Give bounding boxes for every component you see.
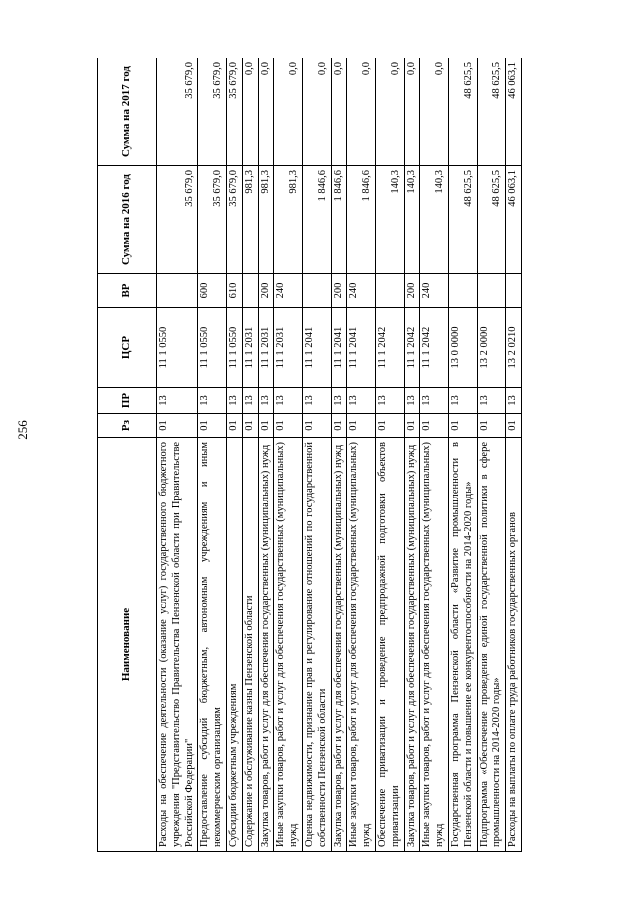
row-name: Закупка товаров, работ и услуг для обеспечения государственных (муниципальных) нужд <box>404 438 420 852</box>
row-name: Предоставление субсидий бюджетным, автономным учреждениям и иным некоммерческим организациям <box>198 438 227 852</box>
page-number-text: 256 <box>15 420 30 440</box>
row-sum-2017: 0,0 <box>420 58 449 166</box>
row-vr: 240 <box>274 274 303 308</box>
table-row <box>347 58 376 852</box>
table-row <box>198 58 227 852</box>
row-sum-2017: 35 679,0 <box>226 58 242 166</box>
row-csr: 11 1 0550 <box>226 308 242 388</box>
row-vr <box>302 274 331 308</box>
row-pr: 13 <box>198 388 227 414</box>
row-name: Закупка товаров, работ и услуг для обеспечения государственных (муниципальных) нужд <box>331 438 347 852</box>
row-vr: 600 <box>198 274 227 308</box>
table-row <box>226 58 242 852</box>
row-vr <box>477 274 506 308</box>
row-sum-2016: 35 679,0 <box>226 166 242 274</box>
row-name: Расходы на выплаты по оплате труда работников государственных органов <box>506 438 522 852</box>
rotated-page <box>97 58 640 852</box>
row-vr: 610 <box>226 274 242 308</box>
row-name: Оценка недвижимости, признание прав и регулирование отношений по государственной собственности Пензенской области <box>302 438 331 852</box>
rotated-table-area <box>97 58 640 852</box>
row-name: Содержание и обслуживание казны Пензенской области <box>242 438 258 852</box>
row-vr <box>448 274 477 308</box>
row-sum-2016: 1 846,6 <box>347 166 376 274</box>
row-sum-2016: 981,3 <box>242 166 258 274</box>
row-pr: 13 <box>404 388 420 414</box>
row-sum-2017: 46 063,1 <box>506 58 522 166</box>
row-rz: 01 <box>375 414 404 438</box>
row-sum-2017: 48 625,5 <box>477 58 506 166</box>
row-sum-2016: 46 063,1 <box>506 166 522 274</box>
row-csr: 11 1 2031 <box>258 308 274 388</box>
row-csr: 11 1 2042 <box>375 308 404 388</box>
header-name: Наименование <box>98 438 157 852</box>
table-row <box>420 58 449 852</box>
table-row <box>274 58 303 852</box>
table-row <box>157 58 198 852</box>
row-rz: 01 <box>258 414 274 438</box>
table-row <box>375 58 404 852</box>
row-csr: 13 2 0000 <box>477 308 506 388</box>
row-sum-2017: 0,0 <box>404 58 420 166</box>
row-name: Подпрограмма «Обеспечение проведения единой государственной политики в сфере промышленности на 2014-2020 годы» <box>477 438 506 852</box>
header-sum-2016: Сумма на 2016 год <box>98 166 157 274</box>
row-vr <box>506 274 522 308</box>
page-number <box>10 400 36 460</box>
row-pr: 13 <box>157 388 198 414</box>
row-sum-2016: 981,3 <box>258 166 274 274</box>
row-sum-2017: 0,0 <box>331 58 347 166</box>
row-vr <box>242 274 258 308</box>
row-vr: 200 <box>331 274 347 308</box>
row-pr: 13 <box>274 388 303 414</box>
row-vr: 240 <box>420 274 449 308</box>
row-sum-2017: 0,0 <box>258 58 274 166</box>
row-sum-2017: 35 679,0 <box>157 58 198 166</box>
row-csr: 11 1 2031 <box>274 308 303 388</box>
table-row <box>331 58 347 852</box>
row-csr: 11 1 2041 <box>302 308 331 388</box>
row-rz: 01 <box>506 414 522 438</box>
row-pr: 13 <box>448 388 477 414</box>
row-sum-2017: 0,0 <box>302 58 331 166</box>
row-sum-2016: 981,3 <box>274 166 303 274</box>
row-name: Обеспечение приватизации и проведение предпродажной подготовки объектов приватизации <box>375 438 404 852</box>
row-csr: 11 1 2042 <box>404 308 420 388</box>
row-sum-2017: 48 625,5 <box>448 58 477 166</box>
row-vr: 200 <box>404 274 420 308</box>
row-sum-2017: 0,0 <box>375 58 404 166</box>
row-csr: 11 1 2041 <box>347 308 376 388</box>
table-row <box>258 58 274 852</box>
row-sum-2017: 35 679,0 <box>198 58 227 166</box>
row-rz: 01 <box>404 414 420 438</box>
row-name: Иные закупки товаров, работ и услуг для обеспечения государственных (муниципальных) нужд <box>347 438 376 852</box>
row-csr: 11 1 2042 <box>420 308 449 388</box>
table-header-row <box>98 58 157 852</box>
header-sum-2017: Сумма на 2017 год <box>98 58 157 166</box>
table-row <box>404 58 420 852</box>
row-name: Иные закупки товаров, работ и услуг для обеспечения государственных (муниципальных) нужд <box>420 438 449 852</box>
row-sum-2017: 0,0 <box>347 58 376 166</box>
row-pr: 13 <box>226 388 242 414</box>
row-sum-2017: 0,0 <box>242 58 258 166</box>
row-sum-2016: 35 679,0 <box>198 166 227 274</box>
row-name: Расходы на обеспечение деятельности (оказание услуг) государственного бюджетного учреждения "Представительство Правительства Пензенской области при Правительстве Российской Федерации" <box>157 438 198 852</box>
row-pr: 13 <box>420 388 449 414</box>
row-rz: 01 <box>477 414 506 438</box>
row-pr: 13 <box>331 388 347 414</box>
budget-table <box>97 58 522 852</box>
row-rz: 01 <box>274 414 303 438</box>
row-sum-2016: 140,3 <box>420 166 449 274</box>
row-rz: 01 <box>302 414 331 438</box>
row-rz: 01 <box>157 414 198 438</box>
row-sum-2016: 140,3 <box>404 166 420 274</box>
row-vr: 200 <box>258 274 274 308</box>
table-row <box>506 58 522 852</box>
row-vr <box>375 274 404 308</box>
table-row <box>242 58 258 852</box>
row-pr: 13 <box>242 388 258 414</box>
row-pr: 13 <box>477 388 506 414</box>
table-row <box>448 58 477 852</box>
row-name: Субсидии бюджетным учреждениям <box>226 438 242 852</box>
row-name: Иные закупки товаров, работ и услуг для обеспечения государственных (муниципальных) нужд <box>274 438 303 852</box>
row-sum-2017: 0,0 <box>274 58 303 166</box>
row-pr: 13 <box>375 388 404 414</box>
row-csr: 11 1 2031 <box>242 308 258 388</box>
row-sum-2016: 1 846,6 <box>331 166 347 274</box>
header-vr: ВР <box>98 274 157 308</box>
row-rz: 01 <box>420 414 449 438</box>
row-vr <box>157 274 198 308</box>
header-pr: ПР <box>98 388 157 414</box>
table-row <box>477 58 506 852</box>
row-sum-2016: 35 679,0 <box>157 166 198 274</box>
row-sum-2016: 140,3 <box>375 166 404 274</box>
row-sum-2016: 48 625,5 <box>477 166 506 274</box>
row-rz: 01 <box>347 414 376 438</box>
row-rz: 01 <box>448 414 477 438</box>
row-csr: 11 1 2041 <box>331 308 347 388</box>
header-rz: Рз <box>98 414 157 438</box>
row-sum-2016: 48 625,5 <box>448 166 477 274</box>
row-rz: 01 <box>226 414 242 438</box>
row-name: Закупка товаров, работ и услуг для обеспечения государственных (муниципальных) нужд <box>258 438 274 852</box>
row-csr: 13 2 0210 <box>506 308 522 388</box>
table-row <box>302 58 331 852</box>
row-name: Государственная программа Пензенской области «Развитие промышленности в Пензенской области и повышение ее конкурентоспособности на 2014-2020 годы» <box>448 438 477 852</box>
row-rz: 01 <box>198 414 227 438</box>
row-csr: 11 1 0550 <box>198 308 227 388</box>
row-sum-2016: 1 846,6 <box>302 166 331 274</box>
row-csr: 13 0 0000 <box>448 308 477 388</box>
row-pr: 13 <box>258 388 274 414</box>
row-rz: 01 <box>242 414 258 438</box>
row-vr: 240 <box>347 274 376 308</box>
row-pr: 13 <box>302 388 331 414</box>
row-csr: 11 1 0550 <box>157 308 198 388</box>
header-csr: ЦСР <box>98 308 157 388</box>
row-pr: 13 <box>506 388 522 414</box>
row-pr: 13 <box>347 388 376 414</box>
row-rz: 01 <box>331 414 347 438</box>
